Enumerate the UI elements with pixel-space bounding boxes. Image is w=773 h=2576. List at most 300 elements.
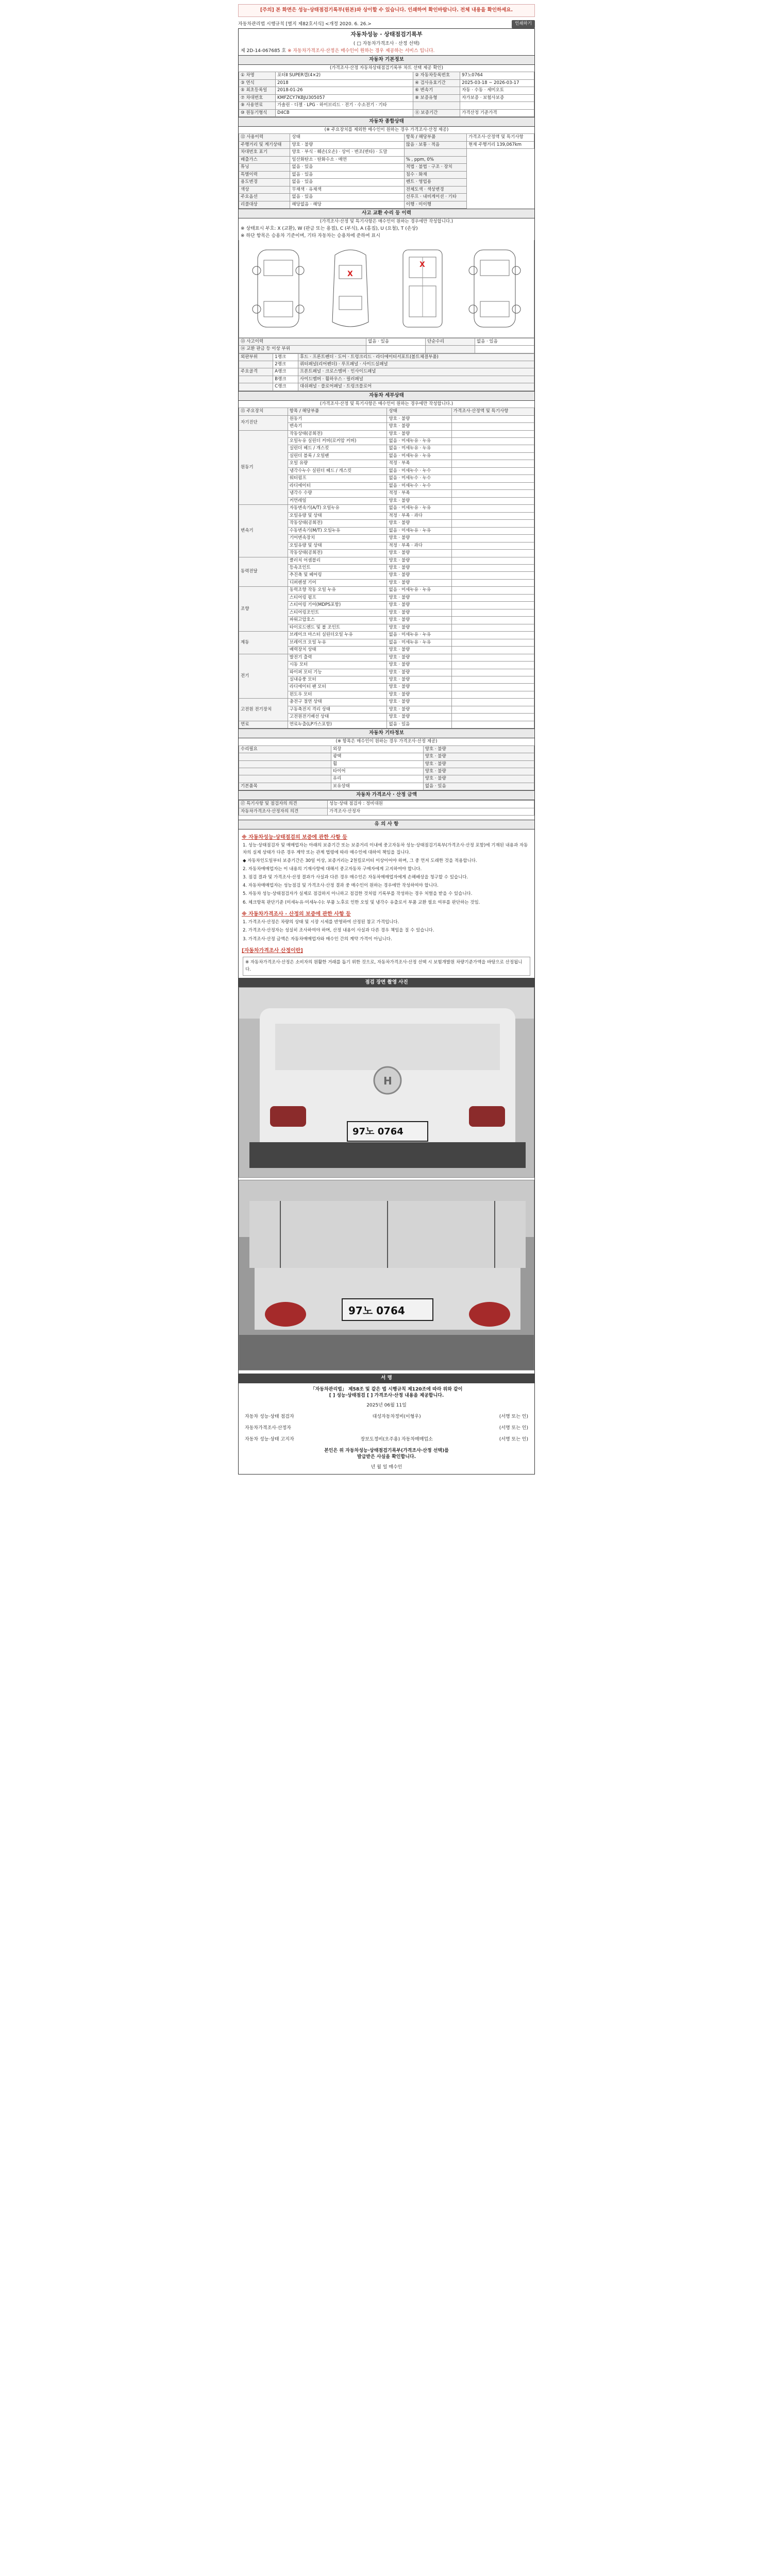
detail-item-cell: 냉각수 수량 (288, 490, 387, 497)
photos-title: 점검 장면 촬영 사진 (239, 978, 534, 988)
detail-item-cell: 실린더 헤드 / 개스킷 (288, 445, 387, 452)
overview-row (239, 156, 534, 163)
overview-cell: 많음 · 보통 · 적음 (404, 141, 466, 148)
detail-status-cell: 양호 · 불량 (387, 594, 451, 601)
detail-note-cell (451, 624, 534, 631)
accident-cell (366, 346, 426, 353)
detail-note-cell (451, 445, 534, 452)
overview-cell: 적법 · 불법 · 구조 · 장치 (404, 164, 466, 171)
detail-bar: 자동차 세부상태 (239, 391, 534, 401)
overview-cell: 이행 · 미이행 (404, 201, 466, 208)
detail-note-cell (451, 415, 534, 422)
detail-item-cell: 연료누출(LP가스포함) (288, 721, 387, 728)
basic-cell: D4CB (275, 109, 413, 116)
car-top-diagram (320, 245, 381, 332)
detail-row (239, 632, 534, 639)
basic-cell: 가솔린 · 디젤 · LPG · 하이브리드 · 전기 · 수소전기 · 기타 (275, 102, 413, 109)
notifier-label: 자동차 성능·상태 고지자 (245, 1437, 294, 1442)
detail-item-cell: 윈도우 모터 (288, 691, 387, 698)
detail-status-cell: 양호 · 불량 (387, 423, 451, 430)
accident-cell: 단순수리 (426, 338, 475, 345)
parts-table (239, 353, 534, 391)
overview-cell: 해당없음 · 해당 (290, 201, 404, 208)
notice-section-3-body: ※ 자동차가격조사·산정은 소비자의 원활한 거래를 돕기 위한 것으로, 자동차가격조사·산정 선택 시 보험개발원 차량기준가액을 바탕으로 산정됩니다. (243, 957, 530, 975)
basic-cell (413, 102, 460, 109)
overview-row (239, 194, 534, 201)
detail-status-cell: 없음 · 미세누수 · 누수 (387, 475, 451, 482)
extra-row (239, 760, 534, 768)
parts-row (239, 368, 534, 376)
accident-cell: 없음 · 있음 (475, 338, 534, 345)
form-title: 자동차성능 · 상태점검기록부 (350, 30, 423, 38)
basic-cell: ① 차명 (239, 72, 276, 79)
detail-item-cell: 파워고압호스 (288, 617, 387, 624)
detail-group-cell: 전기 (239, 654, 288, 699)
detail-note-cell (451, 557, 534, 564)
detail-row (239, 557, 534, 564)
detail-note-cell (451, 460, 534, 467)
parts-cell: 2랭크 (273, 361, 298, 368)
detail-row (239, 654, 534, 661)
detail-note-cell (451, 423, 534, 430)
detail-status-cell: 양호 · 불량 (387, 684, 451, 691)
signature-line-2: [ ] 성능·상태점검 [ ] 가격조사·산정 내용을 제공합니다. (329, 1393, 444, 1399)
car-underbody-diagram (392, 245, 453, 332)
detail-item-cell: 실린더 블록 / 오일팬 (288, 452, 387, 460)
detail-status-cell: 양호 · 불량 (387, 557, 451, 564)
notice-section-2: ※ 자동차가격조사 · 산정의 보증에 관한 사항 등 (242, 911, 351, 917)
overview-note: (※ 주요장치를 제외한 매수인이 원하는 경우 가격조사·산정 제공) (324, 127, 449, 132)
overview-row (239, 164, 534, 171)
extra-cell: 수리필요 (239, 745, 331, 753)
overview-bar: 자동차 종합상태 (239, 117, 534, 127)
appraiser-label: 자동차가격조사·산정자 (245, 1425, 291, 1431)
overview-cell: % , ppm, 0% (404, 156, 466, 163)
detail-status-cell: 적정 · 부족 (387, 490, 451, 497)
extra-cell: 유리 (331, 775, 423, 783)
detail-status-cell: 양호 · 불량 (387, 669, 451, 676)
detail-status-cell: 양호 · 불량 (387, 520, 451, 527)
detail-item-cell: 추진축 및 베어링 (288, 572, 387, 579)
detail-status-cell: 양호 · 불량 (387, 699, 451, 706)
parts-cell: 사이드멤버 · 휠하우스 · 필러패널 (298, 376, 534, 383)
basic-cell: ⑥ 변속기 (413, 87, 460, 94)
detail-status-cell: 없음 · 미세누유 · 누유 (387, 632, 451, 639)
reg-number: 제 2D-14-067685 호 (241, 48, 287, 54)
overview-cell: 상태 (290, 134, 404, 141)
detail-header-row (239, 408, 534, 415)
notice-paragraph: 5. 자동차 성능·상태점검자가 실제로 점검하지 아니하고 점검한 것처럼 기록부를 작성하는 경우 처벌을 받을 수 있습니다. (243, 891, 473, 897)
notice-paragraph: ◆ 자동차인도일부터 보증기간은 30일 이상, 보증거리는 2천킬로미터 이상이어야 하며, 그 중 먼저 도래한 것을 적용합니다. (243, 858, 477, 863)
detail-item-cell: 타이로드엔드 및 볼 조인트 (288, 624, 387, 631)
detail-note-cell (451, 564, 534, 571)
overview-row (239, 134, 534, 141)
detail-item-cell: 라디에이터 팬 모터 (288, 684, 387, 691)
detail-note-cell (451, 617, 534, 624)
detail-group-cell: 연료 (239, 721, 288, 728)
basic-cell: 가격산정 기준가격 (460, 109, 534, 116)
detail-status-cell: 양호 · 불량 (387, 617, 451, 624)
overview-cell: ⑫ 사용이력 (239, 134, 290, 141)
detail-note-cell (451, 632, 534, 639)
parts-cell: 외판부위 (239, 353, 273, 361)
detail-note-cell (451, 438, 534, 445)
detail-item-cell: 배력장치 상태 (288, 647, 387, 654)
damage-mark-x-2: X (419, 261, 425, 269)
overview-cell: 주요옵션 (239, 194, 290, 201)
detail-item-cell: 변속기 (288, 423, 387, 430)
overview-cell: 없음 · 있음 (290, 194, 404, 201)
car-side-diagram (464, 245, 526, 332)
basic-cell: ⑦ 차대번호 (239, 94, 276, 101)
detail-note-cell (451, 520, 534, 527)
overview-cell: 주행거리 및 계기상태 (239, 141, 290, 148)
detail-status-cell: 양호 · 불량 (387, 550, 451, 557)
detail-item-cell: 스티어링 펌프 (288, 594, 387, 601)
detail-item-cell: 고전원전기배선 상태 (288, 714, 387, 721)
detail-note-cell (451, 512, 534, 519)
signature-date: 2025년 06월 11일 (366, 1402, 407, 1408)
overview-cell: 전체도색 · 색상변경 (404, 186, 466, 193)
detail-note-cell (451, 684, 534, 691)
notice-section-1: ※ 자동차성능·상태점검의 보증에 관한 사항 등 (242, 834, 347, 840)
valuation-row2-value: 가격조사·산정자 (327, 808, 534, 815)
extra-cell: 양호 · 불량 (423, 753, 534, 760)
detail-status-cell: 양호 · 불량 (387, 535, 451, 542)
appraiser-sign: (서명 또는 인) (499, 1425, 528, 1431)
overview-cell: 양호 · 불량 (290, 141, 404, 148)
extra-row (239, 783, 534, 790)
overview-cell: 없음 · 있음 (290, 171, 404, 178)
overview-cell: 없음 · 있음 (290, 164, 404, 171)
notifier-sign: (서명 또는 인) (499, 1437, 528, 1442)
detail-note-cell (451, 482, 534, 489)
toolbar (238, 20, 535, 28)
detail-note-cell (451, 542, 534, 549)
notice-paragraph: 1. 가격조사·산정은 차량의 상태 및 시장 시세를 반영하여 산정된 참고 가격입니다. (243, 920, 399, 925)
detail-row (239, 415, 534, 422)
detail-note-cell (451, 505, 534, 512)
extra-cell (239, 760, 331, 768)
detail-header-cell: ⑮ 주요장치 (239, 408, 288, 415)
detail-item-cell: 스티어링 기어(MDPS포함) (288, 602, 387, 609)
overview-cell: 튜닝 (239, 164, 290, 171)
detail-note-cell (451, 602, 534, 609)
parts-cell: 프론트패널 · 크로스멤버 · 인사이드패널 (298, 368, 534, 376)
accident-cell: 없음 · 있음 (366, 338, 426, 345)
detail-group-cell: 원동기 (239, 430, 288, 505)
photo-2-plate: 97노 0764 (348, 1304, 405, 1317)
detail-note-cell (451, 676, 534, 684)
basic-cell: 포터Ⅱ SUPER캡(4×2) (275, 72, 413, 79)
notice-section-3: [자동차가격조사 산정이란] (242, 947, 303, 954)
detail-item-cell: 수동변속기(M/T) 오일누유 (288, 527, 387, 534)
accident-table (239, 338, 534, 353)
extra-cell: 없음 · 있음 (423, 783, 534, 790)
detail-note-cell (451, 691, 534, 698)
detail-note-cell (451, 647, 534, 654)
form-subtitle: ( □ 자동차가격조사 · 산정 선택) (353, 41, 420, 46)
detail-row (239, 721, 534, 728)
rear-photo-2 (239, 1180, 534, 1370)
overview-cell: 현재 주행거리 139,067km (467, 141, 534, 148)
valuation-table (239, 800, 534, 816)
detail-note-cell (451, 527, 534, 534)
overview-cell: 배출가스 (239, 156, 290, 163)
photo-1-brand: H (383, 1075, 392, 1088)
photo-1-plate: 97노 0764 (352, 1126, 404, 1138)
detail-group-cell: 조향 (239, 587, 288, 632)
basic-cell: KMFZCY7KBJU305057 (275, 94, 413, 101)
accident-row (239, 346, 534, 353)
detail-status-cell: 양호 · 불량 (387, 647, 451, 654)
extra-table (239, 745, 534, 791)
overview-cell: 무채색 · 유채색 (290, 186, 404, 193)
detail-status-cell: 없음 · 있음 (387, 721, 451, 728)
parts-cell (239, 376, 273, 383)
detail-status-cell: 양호 · 불량 (387, 706, 451, 713)
parts-row (239, 383, 534, 391)
basic-cell: ⑪ 보증기간 (413, 109, 460, 116)
detail-status-cell: 양호 · 불량 (387, 714, 451, 721)
vehicle-diagram (239, 240, 534, 338)
notice-paragraphs (239, 842, 534, 906)
overview-cell: 차대번호 표기 (239, 149, 290, 156)
detail-header-cell: 항목 / 해당부품 (288, 408, 387, 415)
buyer-confirm-2: 발급받은 사실을 확인합니다. (357, 1454, 416, 1460)
parts-row (239, 361, 534, 368)
extra-row (239, 753, 534, 760)
basic-cell: 2018-01-26 (275, 87, 413, 94)
overview-cell: 항목 / 해당부품 (404, 134, 466, 141)
basic-info-table (239, 72, 534, 117)
extra-cell: 휠 (331, 760, 423, 768)
detail-note-cell (451, 467, 534, 474)
extra-cell: 타이어 (331, 768, 423, 775)
basic-row (239, 87, 534, 94)
extra-cell: 보유상태 (331, 783, 423, 790)
detail-item-cell: 와이퍼 모터 기능 (288, 669, 387, 676)
print-button[interactable]: 인쇄하기 (512, 20, 535, 28)
detail-status-cell: 없음 · 미세누유 · 누유 (387, 445, 451, 452)
overview-row (239, 179, 534, 186)
detail-note-cell (451, 706, 534, 713)
parts-cell: 대쉬패널 · 플로어패널 · 트렁크플로어 (298, 383, 534, 391)
detail-note-cell (451, 452, 534, 460)
basic-row (239, 94, 534, 101)
notice-paragraph: 3. 가격조사·산정 금액은 자동차매매업자와 매수인 간의 계약 가격이 아닙니다. (243, 936, 392, 942)
notice-paragraph: 2. 자동차매매업자는 이 내용의 기재사항에 대해서 중고자동차 구매자에게 고지하여야 합니다. (243, 866, 422, 872)
parts-cell: B랭크 (273, 376, 298, 383)
detail-item-cell: 라디에이터 (288, 482, 387, 489)
detail-note-cell (451, 662, 534, 669)
accident-legend-2: ※ 하단 항목은 승용차 기준이며, 기타 자동차는 승용차에 준하여 표시 (241, 233, 380, 239)
detail-item-cell: 구동축전지 격리 상태 (288, 706, 387, 713)
signature-block (239, 1383, 534, 1473)
detail-status-cell: 양호 · 불량 (387, 624, 451, 631)
overview-cell: 없음 · 있음 (290, 179, 404, 186)
detail-note-cell (451, 699, 534, 706)
overview-table (239, 133, 534, 209)
detail-status-cell: 양호 · 불량 (387, 654, 451, 661)
extra-row (239, 768, 534, 775)
basic-row (239, 102, 534, 109)
detail-status-cell: 양호 · 불량 (387, 662, 451, 669)
detail-note-cell (451, 669, 534, 676)
accident-cell: ⑭ 교환 판금 등 이상 부위 (239, 346, 366, 353)
basic-info-bar: 자동차 기본정보 (239, 55, 534, 65)
detail-note-cell (451, 475, 534, 482)
extra-cell (239, 753, 331, 760)
detail-group-cell: 자기진단 (239, 415, 288, 430)
detail-item-cell: 실내송풍 모터 (288, 676, 387, 684)
signature-line-1: 「자동차관리법」 제58조 및 같은 법 시행규칙 제120조에 따라 위와 같이 (310, 1387, 463, 1393)
detail-item-cell: 디퍼렌셜 기어 (288, 579, 387, 586)
detail-note-cell (451, 490, 534, 497)
basic-cell: 2018 (275, 79, 413, 87)
accident-row (239, 338, 534, 345)
detail-item-cell: 자동변속기(A/T) 오일누유 (288, 505, 387, 512)
detail-item-cell: 스티어링조인트 (288, 609, 387, 616)
extra-cell (239, 768, 331, 775)
detail-status-cell: 없음 · 미세누유 · 누유 (387, 505, 451, 512)
detail-status-cell: 없음 · 미세누유 · 누유 (387, 527, 451, 534)
extra-bar: 자동차 기타정보 (239, 728, 534, 738)
extra-cell: 양호 · 불량 (423, 768, 534, 775)
detail-item-cell: 오일누유 실린더 커버(로커암 커버) (288, 438, 387, 445)
overview-cell: 리콜대상 (239, 201, 290, 208)
detail-note-cell (451, 497, 534, 504)
detail-item-cell: 작동상태(공회전) (288, 430, 387, 437)
detail-item-cell: 오일유량 및 상태 (288, 542, 387, 549)
overview-row (239, 186, 534, 193)
detail-header-cell: 상태 (387, 408, 451, 415)
basic-cell: ④ 검사유효기간 (413, 79, 460, 87)
valuation-row1-label: ⑰ 특기사항 및 점검자의 의견 (239, 801, 328, 808)
detail-row (239, 587, 534, 594)
detail-item-cell: 충전구 절연 상태 (288, 699, 387, 706)
basic-cell: 97노0764 (460, 72, 534, 79)
inspection-document (238, 0, 535, 1475)
parts-cell: A랭크 (273, 368, 298, 376)
detail-status-cell: 양호 · 불량 (387, 430, 451, 437)
overview-row (239, 141, 534, 148)
overview-cell: 일산화탄소 · 탄화수소 · 매연 (290, 156, 404, 163)
detail-group-cell: 변속기 (239, 505, 288, 557)
parts-cell (239, 383, 273, 391)
detail-status-cell: 양호 · 불량 (387, 691, 451, 698)
basic-cell: ③ 연식 (239, 79, 276, 87)
detail-item-cell: 작동상태(공회전) (288, 550, 387, 557)
detail-note-cell (451, 654, 534, 661)
notice-paragraph: 3. 점검 결과 및 가격조사·산정 결과가 사실과 다른 경우 매수인은 자동차매매업자에게 손해배상을 청구할 수 있습니다. (243, 875, 468, 880)
overview-row (239, 171, 534, 178)
accident-cell (475, 346, 534, 353)
detail-item-cell: 기어변속장치 (288, 535, 387, 542)
detail-item-cell: 등속조인트 (288, 564, 387, 571)
detail-status-cell: 양호 · 불량 (387, 497, 451, 504)
reg-note: ※ 자동차가격조사·산정은 매수인이 원하는 경우 제공하는 서비스 입니다. (287, 48, 435, 54)
detail-status-cell: 적정 · 부족 · 과다 (387, 542, 451, 549)
detail-item-cell: 워터펌프 (288, 475, 387, 482)
inspector-sign: (서명 또는 인) (499, 1414, 528, 1419)
detail-note-cell (451, 587, 534, 594)
basic-cell: ⑤ 최초등록일 (239, 87, 276, 94)
parts-row (239, 376, 534, 383)
detail-note-cell (451, 721, 534, 728)
accident-note: (가격조사·산정 및 특기사항은 매수인이 원하는 경우에만 작성합니다.) (320, 218, 453, 224)
detail-status-cell: 없음 · 미세누수 · 누수 (387, 467, 451, 474)
extra-row (239, 775, 534, 783)
detail-group-cell: 고전원 전기장치 (239, 699, 288, 721)
detail-status-cell: 양호 · 불량 (387, 609, 451, 616)
inspector-label: 자동차 성능·상태 점검자 (245, 1414, 294, 1419)
extra-row (239, 745, 534, 753)
overview-cell: 양호 · 부식 · 훼손(오손) · 상이 · 변조(변타) · 도말 (290, 149, 404, 156)
detail-item-cell: 클러치 어셈블리 (288, 557, 387, 564)
detail-status-cell: 없음 · 미세누수 · 누수 (387, 482, 451, 489)
detail-group-cell: 동력전달 (239, 557, 288, 587)
extra-cell: 양호 · 불량 (423, 775, 534, 783)
parts-cell (239, 361, 273, 368)
form-no: 자동차관리법 시행규칙 [별지 제82호서식] <개정 2020. 6. 26.> (238, 21, 372, 27)
basic-cell: 자동 · 수동 · 세미오토 (460, 87, 534, 94)
damage-mark-x-1: X (347, 270, 353, 279)
detail-item-cell: 오일유량 및 상태 (288, 512, 387, 519)
form-frame (238, 28, 535, 1475)
overview-cell: 특별이력 (239, 171, 290, 178)
extra-cell (239, 775, 331, 783)
basic-cell: ⑩ 원동기형식 (239, 109, 276, 116)
detail-item-cell: 시동 모터 (288, 662, 387, 669)
valuation-bar: 자동차 가격조사 · 산정 금액 (239, 790, 534, 800)
accident-bar: 사고 교환 수리 등 이력 (239, 209, 534, 218)
detail-item-cell: 브레이크 오일 누유 (288, 639, 387, 646)
detail-status-cell: 양호 · 불량 (387, 572, 451, 579)
extra-cell: 외장 (331, 745, 423, 753)
overview-cell: 색상 (239, 186, 290, 193)
extra-cell: 기본품목 (239, 783, 331, 790)
basic-cell: ⑨ 사용연료 (239, 102, 276, 109)
parts-row (239, 353, 534, 361)
detail-row (239, 430, 534, 437)
basic-cell: ⑧ 보증유형 (413, 94, 460, 101)
overview-row (239, 149, 534, 156)
notice-paragraph: 6. 체크항목 판단기준 (미세누유·미세누수): 부품 노후로 인한 오일 및 냉각수 유출로서 부품 교환 필요 여부를 판단하는 것임. (243, 900, 480, 905)
overview-cell (404, 149, 466, 156)
extra-cell: 광택 (331, 753, 423, 760)
car-front-diagram (247, 245, 309, 332)
notice-paragraph: 1. 성능·상태점검자 및 매매업자는 아래의 보증기간 또는 보증거리 이내에 중고자동차 성능·상태점검기록부(가격조사·산정 포함)에 기재된 내용과 자동차의 실제 상태가 다른 경우 계약 또는 관계 법령에 따라 매수인에 대하여 책임을 집니다. (243, 843, 528, 855)
valuation-row1-value: 성능·상태 점검자 : 정비대원 (327, 801, 534, 808)
detail-header-cell: 가격조사·산정액 및 특기사항 (451, 408, 534, 415)
parts-cell: 후드 · 프론트펜더 · 도어 · 트렁크리드 · 라디에이터서포트(볼트체결부품) (298, 353, 534, 361)
basic-cell: ② 자동차등록번호 (413, 72, 460, 79)
detail-note-cell (451, 535, 534, 542)
detail-note-cell (451, 579, 534, 586)
detail-note-cell (451, 572, 534, 579)
detail-status-cell: 없음 · 미세누유 · 누유 (387, 452, 451, 460)
detail-table (239, 408, 534, 728)
signature-title: 서 명 (239, 1374, 534, 1383)
buyer-sign: 년 월 일 매수인 (371, 1465, 402, 1470)
detail-note-cell (451, 550, 534, 557)
accident-legend: ※ 상태표시 부호: X (교환), W (판금 또는 용접), C (부식), A (흠집), U (요철), T (손상) (241, 226, 418, 232)
notice-paragraph: 4. 자동차매매업자는 성능점검 및 가격조사·산정 결과 중 매수인이 원하는 경우에만 작성하여야 합니다. (243, 883, 439, 889)
notice-paragraph: 2. 가격조사·산정자는 성실히 조사하여야 하며, 산정 내용이 사실과 다른 경우 책임을 질 수 있습니다. (243, 928, 434, 934)
detail-item-cell: 원동기 (288, 415, 387, 422)
basic-row (239, 72, 534, 79)
